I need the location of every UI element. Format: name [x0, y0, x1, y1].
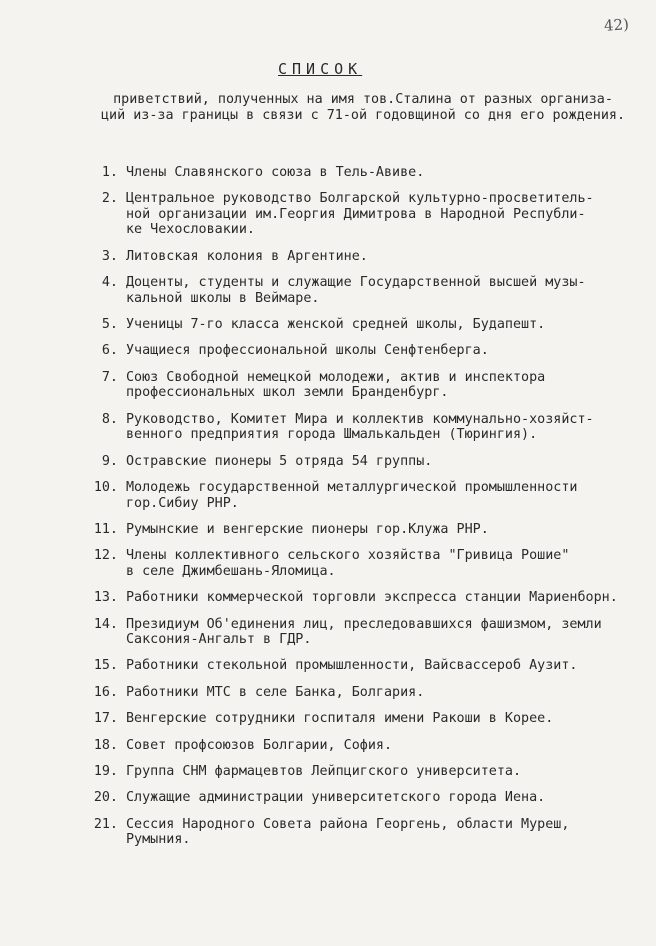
- list-item-number: 16.: [93, 684, 118, 700]
- list-item: [84, 165, 656, 181]
- list-item-text: Центральное руководство Болгарской культурно-просветитель- ной организации им.Георгия Димитрова в Народной Республи- ке Чехословакии.: [126, 191, 594, 238]
- list-item: [84, 738, 656, 754]
- greetings-list: [84, 165, 656, 859]
- list-item: [84, 711, 656, 727]
- list-item: [84, 343, 656, 359]
- list-item-number: 18.: [93, 737, 118, 753]
- document-title: СПИСОК: [278, 60, 363, 78]
- list-item-number: 21.: [93, 816, 118, 832]
- list-item-text: Учащиеся профессиональной школы Сенфтенберга.: [126, 343, 489, 359]
- list-item-number: 5.: [101, 317, 118, 333]
- list-item-number: 4.: [101, 275, 118, 291]
- document-intro: приветствий, полученных на имя тов.Сталина от разных организа- ций из-за границы в связи с 71-ой годовщиной со дня его рождения.: [100, 92, 626, 123]
- list-item-number: 10.: [93, 480, 118, 496]
- list-item: [84, 617, 656, 648]
- list-item-number: 20.: [93, 790, 118, 806]
- list-item-text: Группа СНМ фармацевтов Лейпцигского университета.: [126, 764, 522, 780]
- list-item-text: Литовская колония в Аргентине.: [126, 248, 368, 264]
- list-item-number: 6.: [101, 343, 118, 359]
- list-item-number: 15.: [93, 658, 118, 674]
- list-item-text: Ученицы 7-го класса женской средней школы, Будапешт.: [126, 317, 546, 333]
- list-item-number: 8.: [101, 411, 118, 427]
- list-item-number: 3.: [101, 248, 118, 264]
- list-item-number: 9.: [101, 453, 118, 469]
- list-item-text: Члены коллективного сельского хозяйства "Гривица Рошие" в селе Джимбешань-Яломица.: [126, 548, 570, 579]
- list-item: [84, 454, 656, 470]
- list-item-text: Руководство, Комитет Мира и коллектив коммунально-хозяйст- венного предприятия города Шмалькальден (Тюрингия).: [126, 411, 594, 443]
- list-item-number: 12.: [93, 548, 118, 564]
- list-item-text: Доценты, студенты и служащие Государственной высшей музы- кальной школы в Веймаре.: [126, 275, 586, 306]
- list-item: [84, 590, 656, 606]
- list-item-number: 1.: [101, 165, 118, 180]
- list-item-text: Сессия Народного Совета района Георгень, области Муреш, Румыния.: [126, 816, 570, 848]
- list-item-text: Румынские и венгерские пионеры гор.Клужа РНР.: [126, 521, 489, 537]
- list-item-number: 14.: [93, 616, 118, 632]
- list-item: [84, 412, 656, 443]
- list-item: [84, 522, 656, 538]
- list-item: [84, 790, 656, 806]
- list-item: [84, 370, 656, 401]
- list-item-number: 11.: [93, 521, 118, 537]
- list-item-text: Совет профсоюзов Болгарии, София.: [126, 737, 393, 753]
- list-item-text: Остравские пионеры 5 отряда 54 группы.: [126, 453, 433, 469]
- list-item-text: Работники коммерческой торговли экспресса станции Мариенборн.: [126, 590, 618, 606]
- list-item: [84, 817, 656, 848]
- list-item-text: Президиум Об'единения лиц, преследовавшихся фашизмом, земли Саксония-Ангальт в ГДР.: [126, 616, 602, 648]
- list-item: [84, 685, 656, 701]
- list-item-number: 7.: [101, 369, 118, 385]
- list-item-text: Служащие администрации университетского города Иена.: [126, 790, 546, 806]
- list-item-text: Работники стекольной промышленности, Вайсвассероб Аузит.: [126, 658, 578, 674]
- list-item: [84, 191, 656, 238]
- list-item-text: Союз Свободной немецкой молодежи, актив и инспектора профессиональных школ земли Бранденбург.: [126, 369, 546, 401]
- list-item-text: Члены Славянского союза в Тель-Авиве.: [126, 165, 425, 180]
- list-item-text: Работники МТС в селе Банка, Болгария.: [126, 684, 425, 700]
- list-item-text: Венгерские сотрудники госпиталя имени Ракоши в Корее.: [126, 711, 554, 727]
- list-item-number: 19.: [93, 764, 118, 780]
- page-number: 42): [603, 15, 630, 35]
- list-item-number: 13.: [93, 590, 118, 606]
- list-item-number: 2.: [101, 191, 118, 207]
- list-item: [84, 480, 656, 511]
- list-item: [84, 249, 656, 265]
- list-item-number: 17.: [93, 711, 118, 727]
- list-item: [84, 275, 656, 306]
- list-item: [84, 764, 656, 780]
- list-item-text: Молодежь государственной металлургической промышленности гор.Сибиу РНР.: [126, 480, 578, 511]
- list-item: [84, 548, 656, 579]
- list-item: [84, 317, 656, 333]
- list-item: [84, 658, 656, 674]
